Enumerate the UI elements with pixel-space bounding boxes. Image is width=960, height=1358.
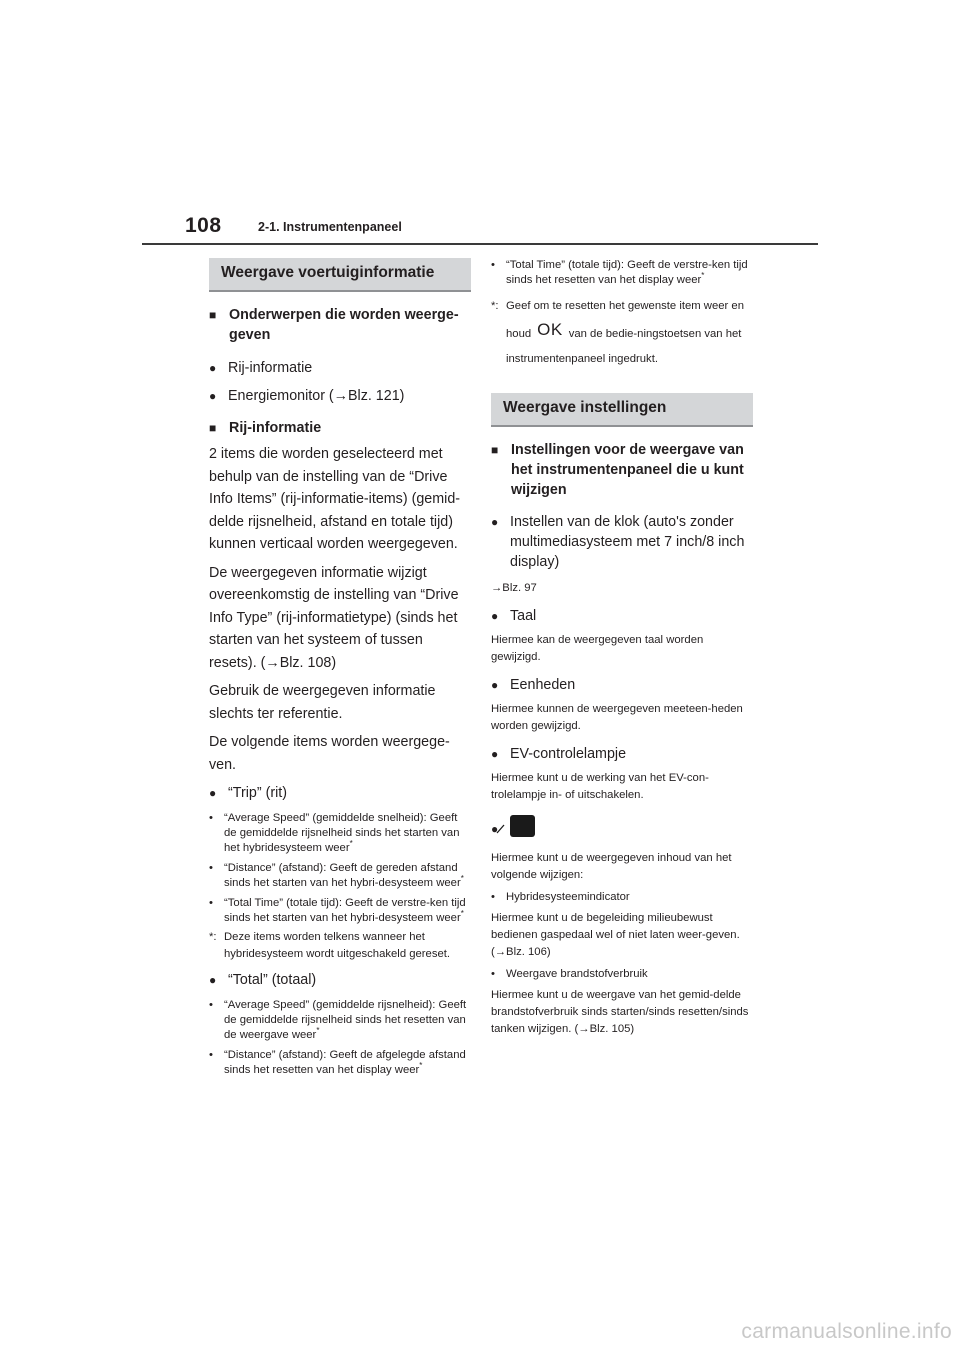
- section-title: 2-1. Instrumentenpaneel: [258, 220, 402, 234]
- hybrid-indicator-description: Hiermee kunt u de begeleiding milieubewust bedienen gaspedaal wel of niet laten weer-geven. (→Blz. 106): [491, 912, 740, 958]
- subheading-items: ■ Onderwerpen die worden weerge-geven: [209, 305, 471, 345]
- item-total-time: • “Total Time” (totale tijd): Geeft de verstre-ken tijd sinds het resetten van het display weer*: [491, 258, 753, 288]
- bullet-units: ● Eenheden: [491, 675, 753, 695]
- bullet-clock: ● Instellen van de klok (auto's zonder multimediasysteem met 7 inch/8 inch display): [491, 512, 753, 572]
- bullet-total: ● “Total” (totaal): [209, 970, 471, 990]
- paragraph-drive-info-items: 2 items die worden geselecteerd met behulp van de instelling van de “Drive Info Items” (rij-informatie-items) (gemid-delde rijsnelheid, afstand en totale tijd) kunnen verticaal worden weergegeven.: [209, 446, 461, 552]
- bullet-language: ● Taal: [491, 606, 753, 626]
- ev-indicator-description: Hiermee kunt u de werking van het EV-con-trolelampje in- of uitschakelen.: [491, 772, 709, 801]
- paragraph-reference: Gebruik de weergegeven informatie slechts ter referentie.: [209, 683, 436, 722]
- language-description: Hiermee kan de weergegeven taal worden gewijzigd.: [491, 634, 704, 663]
- eco-description: Hiermee kunt u de weergegeven inhoud van het volgende wijzigen:: [491, 852, 732, 881]
- bullet-ev-indicator: ● EV-controlelampje: [491, 744, 753, 764]
- item-trip-average-speed: • “Average Speed” (gemiddelde snelheid): Geeft de gemiddelde rijsnelheid sinds het starten van het hybridesysteem weer*: [209, 811, 471, 856]
- bullet-drive-info: ● Rij-informatie: [209, 358, 471, 378]
- heading-vehicle-info: Weergave voertuiginformatie: [209, 258, 471, 292]
- item-trip-total-time: • “Total Time” (totale tijd): Geeft de verstre-ken tijd sinds het starten van het hybri-desysteem weer*: [209, 896, 471, 926]
- paragraph-drive-info-type: De weergegeven informatie wijzigt overeenkomstig de instelling van “Drive Info Type” (rij-informatietype) (sinds het starten van het systeem of tussen resets). (→Blz. 108): [209, 564, 459, 671]
- footnote-trip: *: Deze items worden telkens wanneer het hybridesysteem wordt uitgeschakeld gereset.: [209, 931, 451, 960]
- left-column: [209, 258, 471, 1078]
- right-column: [491, 258, 753, 1038]
- bullet-energy-monitor: ● Energiemonitor (→Blz. 121): [209, 386, 471, 406]
- item-total-distance: • “Distance” (afstand): Geeft de afgelegde afstand sinds het resetten van het display weer*: [209, 1048, 471, 1078]
- eco-leaf-icon: [510, 815, 535, 837]
- item-trip-distance: • “Distance” (afstand): Geeft de gereden afstand sinds het starten van het hybri-desysteem weer*: [209, 861, 471, 891]
- bullet-eco-icon: [491, 818, 753, 840]
- item-total-average-speed: • “Average Speed” (gemiddelde rijsnelheid): Geeft de gemiddelde rijsnelheid sinds het resetten van de weergave weer*: [209, 998, 471, 1043]
- page-number: 108: [185, 214, 222, 237]
- units-description: Hiermee kunnen de weergegeven meeteen-heden worden gewijzigd.: [491, 703, 743, 732]
- subheading-drive-info: ■ Rij-informatie: [209, 418, 471, 438]
- header-rule: [142, 243, 818, 245]
- item-hybrid-indicator: • Hybridesysteemindicator: [491, 889, 753, 906]
- clock-reference: →Blz. 97: [491, 582, 537, 594]
- footnote-reset: *: Geef om te resetten het gewenste item weer en houd OK van de bedie-ningstoetsen van het instrumentenpaneel ingedrukt.: [491, 300, 744, 365]
- fuel-consumption-description: Hiermee kunt u de weergave van het gemid-delde brandstofverbruik sinds starten/sinds resetten/sinds tanken wijzigen. (→Blz. 105): [491, 989, 749, 1035]
- paragraph-items-shown: De volgende items worden weergege-ven.: [209, 734, 450, 773]
- item-fuel-consumption: • Weergave brandstofverbruik: [491, 966, 753, 983]
- subheading-settings: ■ Instellingen voor de weergave van het instrumentenpaneel die u kunt wijzigen: [491, 440, 753, 500]
- bullet-trip: ● “Trip” (rit): [209, 783, 471, 803]
- ok-button-icon: OK: [537, 320, 563, 339]
- heading-display-settings: Weergave instellingen: [491, 393, 753, 427]
- watermark: carmanualsonline.info: [741, 1320, 952, 1343]
